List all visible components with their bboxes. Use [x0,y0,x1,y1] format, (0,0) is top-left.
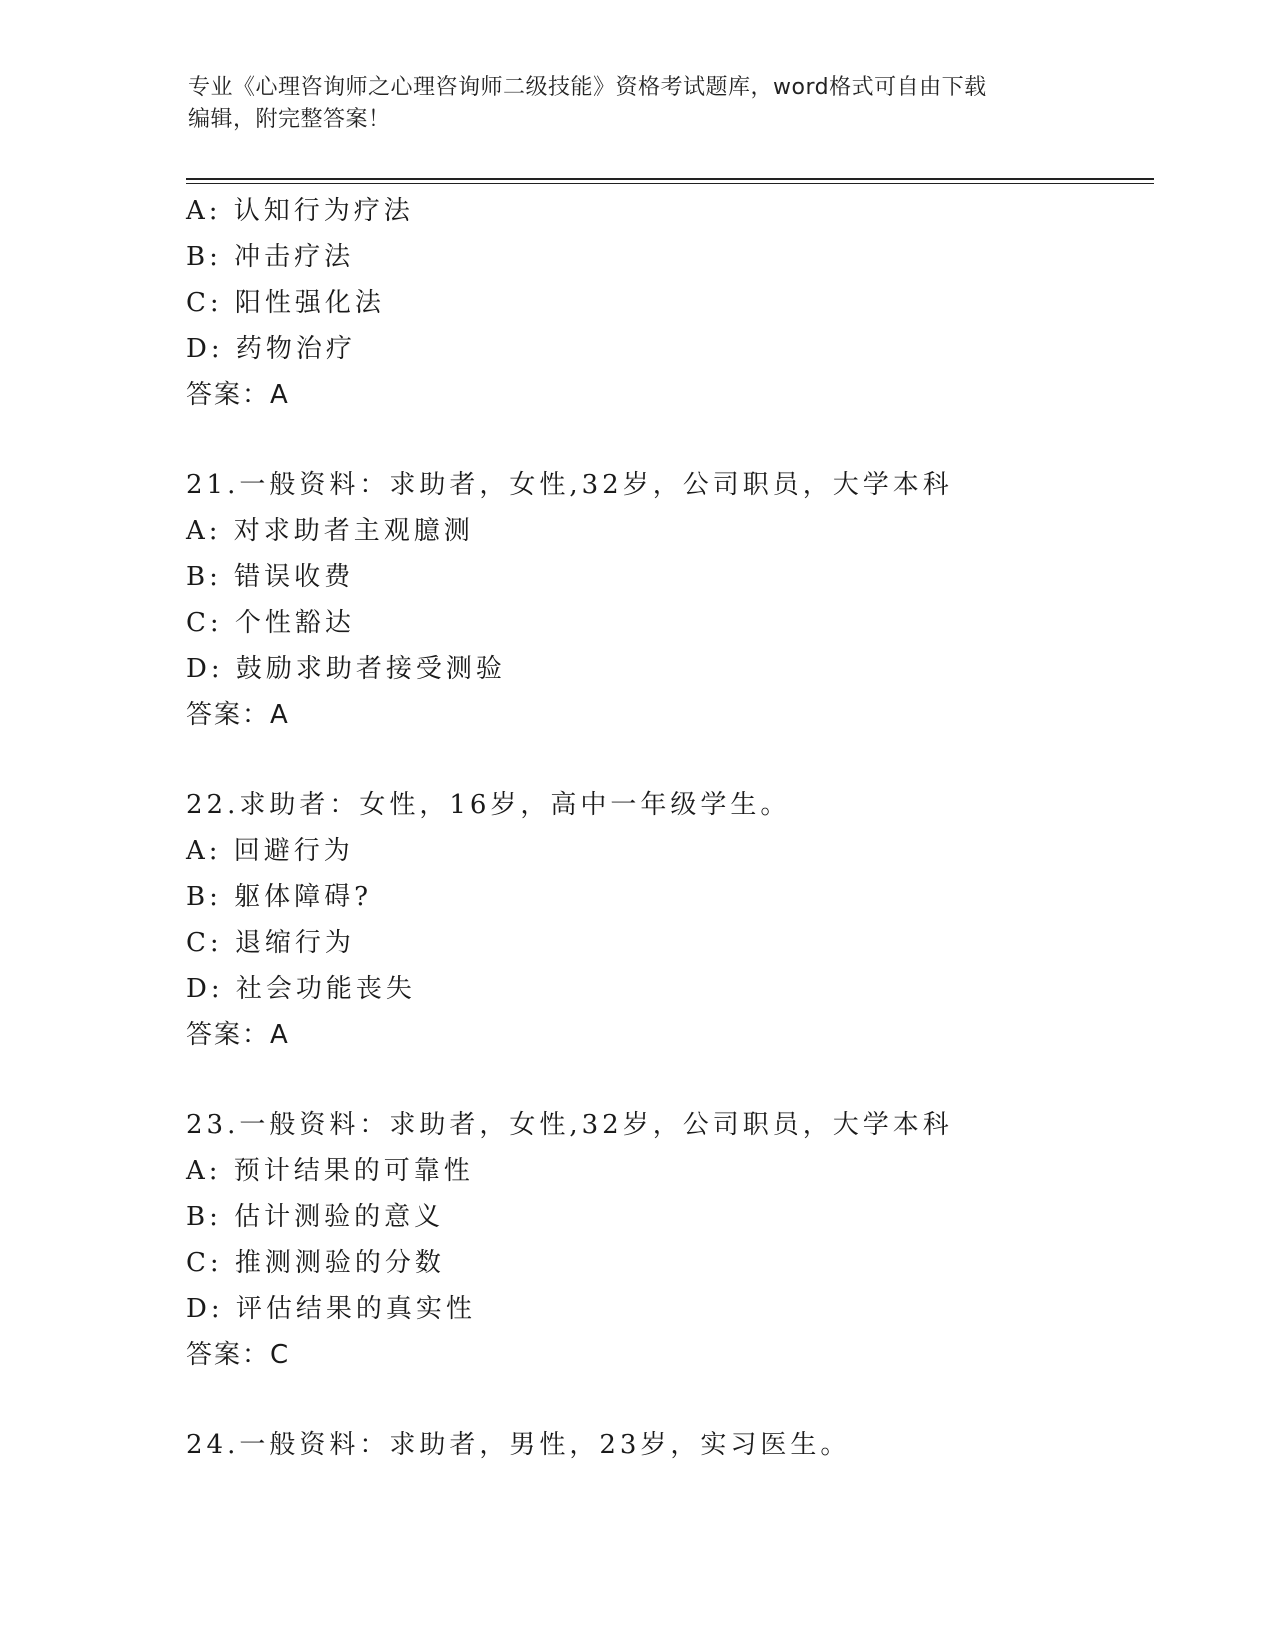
question-stem: 24.一般资料：求助者，男性，23岁，实习医生。 [186,1430,851,1460]
answer-line: 答案：A [186,380,290,410]
spacer [186,1378,1146,1422]
option-b: B: 躯体障碍? [186,882,373,912]
option-d: D: 鼓励求助者接受测验 [186,654,506,684]
answer-line: 答案：A [186,700,290,730]
option-c: C: 个性豁达 [186,608,355,638]
option-d: D: 社会功能丧失 [186,974,416,1004]
option-c: C: 推测测验的分数 [186,1248,445,1278]
question-stem: 23.一般资料：求助者，女性,32岁，公司职员，大学本科 [186,1110,953,1140]
header-line-1: 专业《心理咨询师之心理咨询师二级技能》资格考试题库，word格式可自由下载 [188,75,987,100]
answer-line: 答案：C [186,1340,291,1370]
document-header [188,72,1088,136]
question-block [186,782,1146,1058]
spacer [186,738,1146,782]
option-a: A: 对求助者主观臆测 [186,516,474,546]
header-line-2: 编辑，附完整答案！ [188,107,391,132]
option-a: A: 预计结果的可靠性 [186,1156,474,1186]
option-c: C: 阳性强化法 [186,288,385,318]
option-d: D: 药物治疗 [186,334,356,364]
option-b: B: 冲击疗法 [186,242,355,272]
question-stem: 21.一般资料：求助者，女性,32岁，公司职员，大学本科 [186,470,953,500]
option-a: A: 回避行为 [186,836,354,866]
spacer [186,418,1146,462]
option-d: D: 评估结果的真实性 [186,1294,476,1324]
header-rule-thin [186,183,1154,184]
header-rule-thick [186,178,1154,180]
answer-line: 答案：A [186,1020,290,1050]
question-block [186,462,1146,738]
question-stem: 22.求助者：女性，16岁，高中一年级学生。 [186,790,791,820]
option-b: B: 错误收费 [186,562,355,592]
question-block [186,1102,1146,1378]
option-b: B: 估计测验的意义 [186,1202,445,1232]
option-a: A: 认知行为疗法 [186,196,414,226]
option-c: C: 退缩行为 [186,928,355,958]
question-list [186,188,1146,1468]
question-block [186,1422,1146,1468]
spacer [186,1058,1146,1102]
question-block [186,188,1146,418]
